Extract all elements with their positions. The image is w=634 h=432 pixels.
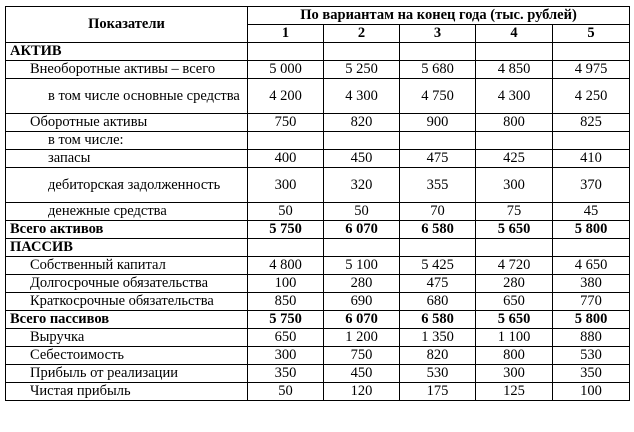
value-cell: 900 [400, 114, 476, 132]
value-cell: 320 [324, 168, 400, 203]
table-row [6, 203, 630, 221]
variant-column-header: 5 [553, 25, 630, 43]
value-cell: 650 [476, 293, 553, 311]
table-body [6, 43, 630, 401]
value-cell: 650 [248, 329, 324, 347]
value-cell: 850 [248, 293, 324, 311]
value-cell: 4 850 [476, 61, 553, 79]
value-cell: 45 [553, 203, 630, 221]
table-row [6, 150, 630, 168]
table-row [6, 293, 630, 311]
value-cell: 1 200 [324, 329, 400, 347]
value-cell: 4 800 [248, 257, 324, 275]
row-label: в том числе основные средства [6, 79, 248, 114]
row-label: запасы [6, 150, 248, 168]
value-cell: 50 [248, 383, 324, 401]
value-cell [553, 43, 630, 61]
value-cell [400, 43, 476, 61]
value-cell: 4 300 [324, 79, 400, 114]
value-cell: 5 750 [248, 221, 324, 239]
section-row [6, 43, 630, 61]
value-cell: 5 425 [400, 257, 476, 275]
value-cell: 50 [324, 203, 400, 221]
value-cell [476, 132, 553, 150]
value-cell: 400 [248, 150, 324, 168]
value-cell: 5 680 [400, 61, 476, 79]
value-cell [476, 239, 553, 257]
value-cell: 350 [553, 365, 630, 383]
table-header [6, 7, 630, 43]
row-label: Собственный капитал [6, 257, 248, 275]
row-label: Всего активов [6, 221, 248, 239]
value-cell: 370 [553, 168, 630, 203]
value-cell: 6 580 [400, 311, 476, 329]
value-cell: 300 [248, 347, 324, 365]
value-cell: 5 000 [248, 61, 324, 79]
row-label: Прибыль от реализации [6, 365, 248, 383]
total-row [6, 311, 630, 329]
value-cell: 6 070 [324, 311, 400, 329]
value-cell: 5 100 [324, 257, 400, 275]
value-cell [553, 132, 630, 150]
value-cell: 880 [553, 329, 630, 347]
table-row [6, 61, 630, 79]
value-cell: 4 975 [553, 61, 630, 79]
value-cell: 50 [248, 203, 324, 221]
value-cell: 530 [400, 365, 476, 383]
row-label: в том числе: [6, 132, 248, 150]
value-cell: 120 [324, 383, 400, 401]
value-cell: 1 100 [476, 329, 553, 347]
value-cell: 100 [553, 383, 630, 401]
value-cell: 70 [400, 203, 476, 221]
table-row [6, 168, 630, 203]
value-cell: 1 350 [400, 329, 476, 347]
value-cell: 4 200 [248, 79, 324, 114]
value-cell: 4 300 [476, 79, 553, 114]
value-cell: 300 [248, 168, 324, 203]
value-cell: 410 [553, 150, 630, 168]
value-cell: 800 [476, 347, 553, 365]
value-cell [324, 43, 400, 61]
value-cell: 100 [248, 275, 324, 293]
indicators-header: Показатели [6, 7, 248, 43]
value-cell [324, 132, 400, 150]
value-cell: 355 [400, 168, 476, 203]
row-label: Чистая прибыль [6, 383, 248, 401]
row-label: Себестоимость [6, 347, 248, 365]
value-cell: 5 800 [553, 221, 630, 239]
value-cell: 770 [553, 293, 630, 311]
value-cell: 450 [324, 150, 400, 168]
table-row [6, 132, 630, 150]
variant-column-header: 3 [400, 25, 476, 43]
variants-header: По вариантам на конец года (тыс. рублей) [248, 7, 630, 25]
row-label: Выручка [6, 329, 248, 347]
variant-column-header: 2 [324, 25, 400, 43]
row-label: Оборотные активы [6, 114, 248, 132]
value-cell: 5 650 [476, 311, 553, 329]
row-label: Внеоборотные активы – всего [6, 61, 248, 79]
table-row [6, 114, 630, 132]
table-row [6, 257, 630, 275]
row-label: Долгосрочные обязательства [6, 275, 248, 293]
value-cell: 6 070 [324, 221, 400, 239]
value-cell: 750 [248, 114, 324, 132]
value-cell: 300 [476, 365, 553, 383]
table-row [6, 347, 630, 365]
value-cell: 4 650 [553, 257, 630, 275]
value-cell: 5 800 [553, 311, 630, 329]
value-cell: 350 [248, 365, 324, 383]
value-cell: 475 [400, 150, 476, 168]
total-row [6, 221, 630, 239]
value-cell: 380 [553, 275, 630, 293]
value-cell [400, 239, 476, 257]
table-row [6, 365, 630, 383]
row-label: денежные средства [6, 203, 248, 221]
value-cell: 5 250 [324, 61, 400, 79]
value-cell: 280 [324, 275, 400, 293]
table-row [6, 79, 630, 114]
value-cell: 530 [553, 347, 630, 365]
variant-column-header: 4 [476, 25, 553, 43]
row-label: ПАССИВ [6, 239, 248, 257]
row-label: АКТИВ [6, 43, 248, 61]
row-label: Краткосрочные обязательства [6, 293, 248, 311]
value-cell: 825 [553, 114, 630, 132]
value-cell: 125 [476, 383, 553, 401]
table-row [6, 275, 630, 293]
value-cell [324, 239, 400, 257]
value-cell [248, 43, 324, 61]
value-cell: 75 [476, 203, 553, 221]
value-cell: 4 750 [400, 79, 476, 114]
value-cell [476, 43, 553, 61]
value-cell: 450 [324, 365, 400, 383]
value-cell: 5 750 [248, 311, 324, 329]
value-cell: 690 [324, 293, 400, 311]
value-cell [248, 132, 324, 150]
value-cell: 175 [400, 383, 476, 401]
value-cell: 820 [324, 114, 400, 132]
value-cell: 820 [400, 347, 476, 365]
value-cell: 800 [476, 114, 553, 132]
table-row [6, 383, 630, 401]
variant-column-header: 1 [248, 25, 324, 43]
balance-table [5, 6, 630, 401]
value-cell: 5 650 [476, 221, 553, 239]
section-row [6, 239, 630, 257]
table-row [6, 329, 630, 347]
value-cell: 4 720 [476, 257, 553, 275]
value-cell [400, 132, 476, 150]
row-label: Всего пассивов [6, 311, 248, 329]
value-cell: 4 250 [553, 79, 630, 114]
value-cell: 425 [476, 150, 553, 168]
value-cell: 300 [476, 168, 553, 203]
value-cell: 475 [400, 275, 476, 293]
value-cell: 280 [476, 275, 553, 293]
value-cell: 6 580 [400, 221, 476, 239]
value-cell [553, 239, 630, 257]
row-label: дебиторская задолженность [6, 168, 248, 203]
value-cell [248, 239, 324, 257]
value-cell: 680 [400, 293, 476, 311]
value-cell: 750 [324, 347, 400, 365]
